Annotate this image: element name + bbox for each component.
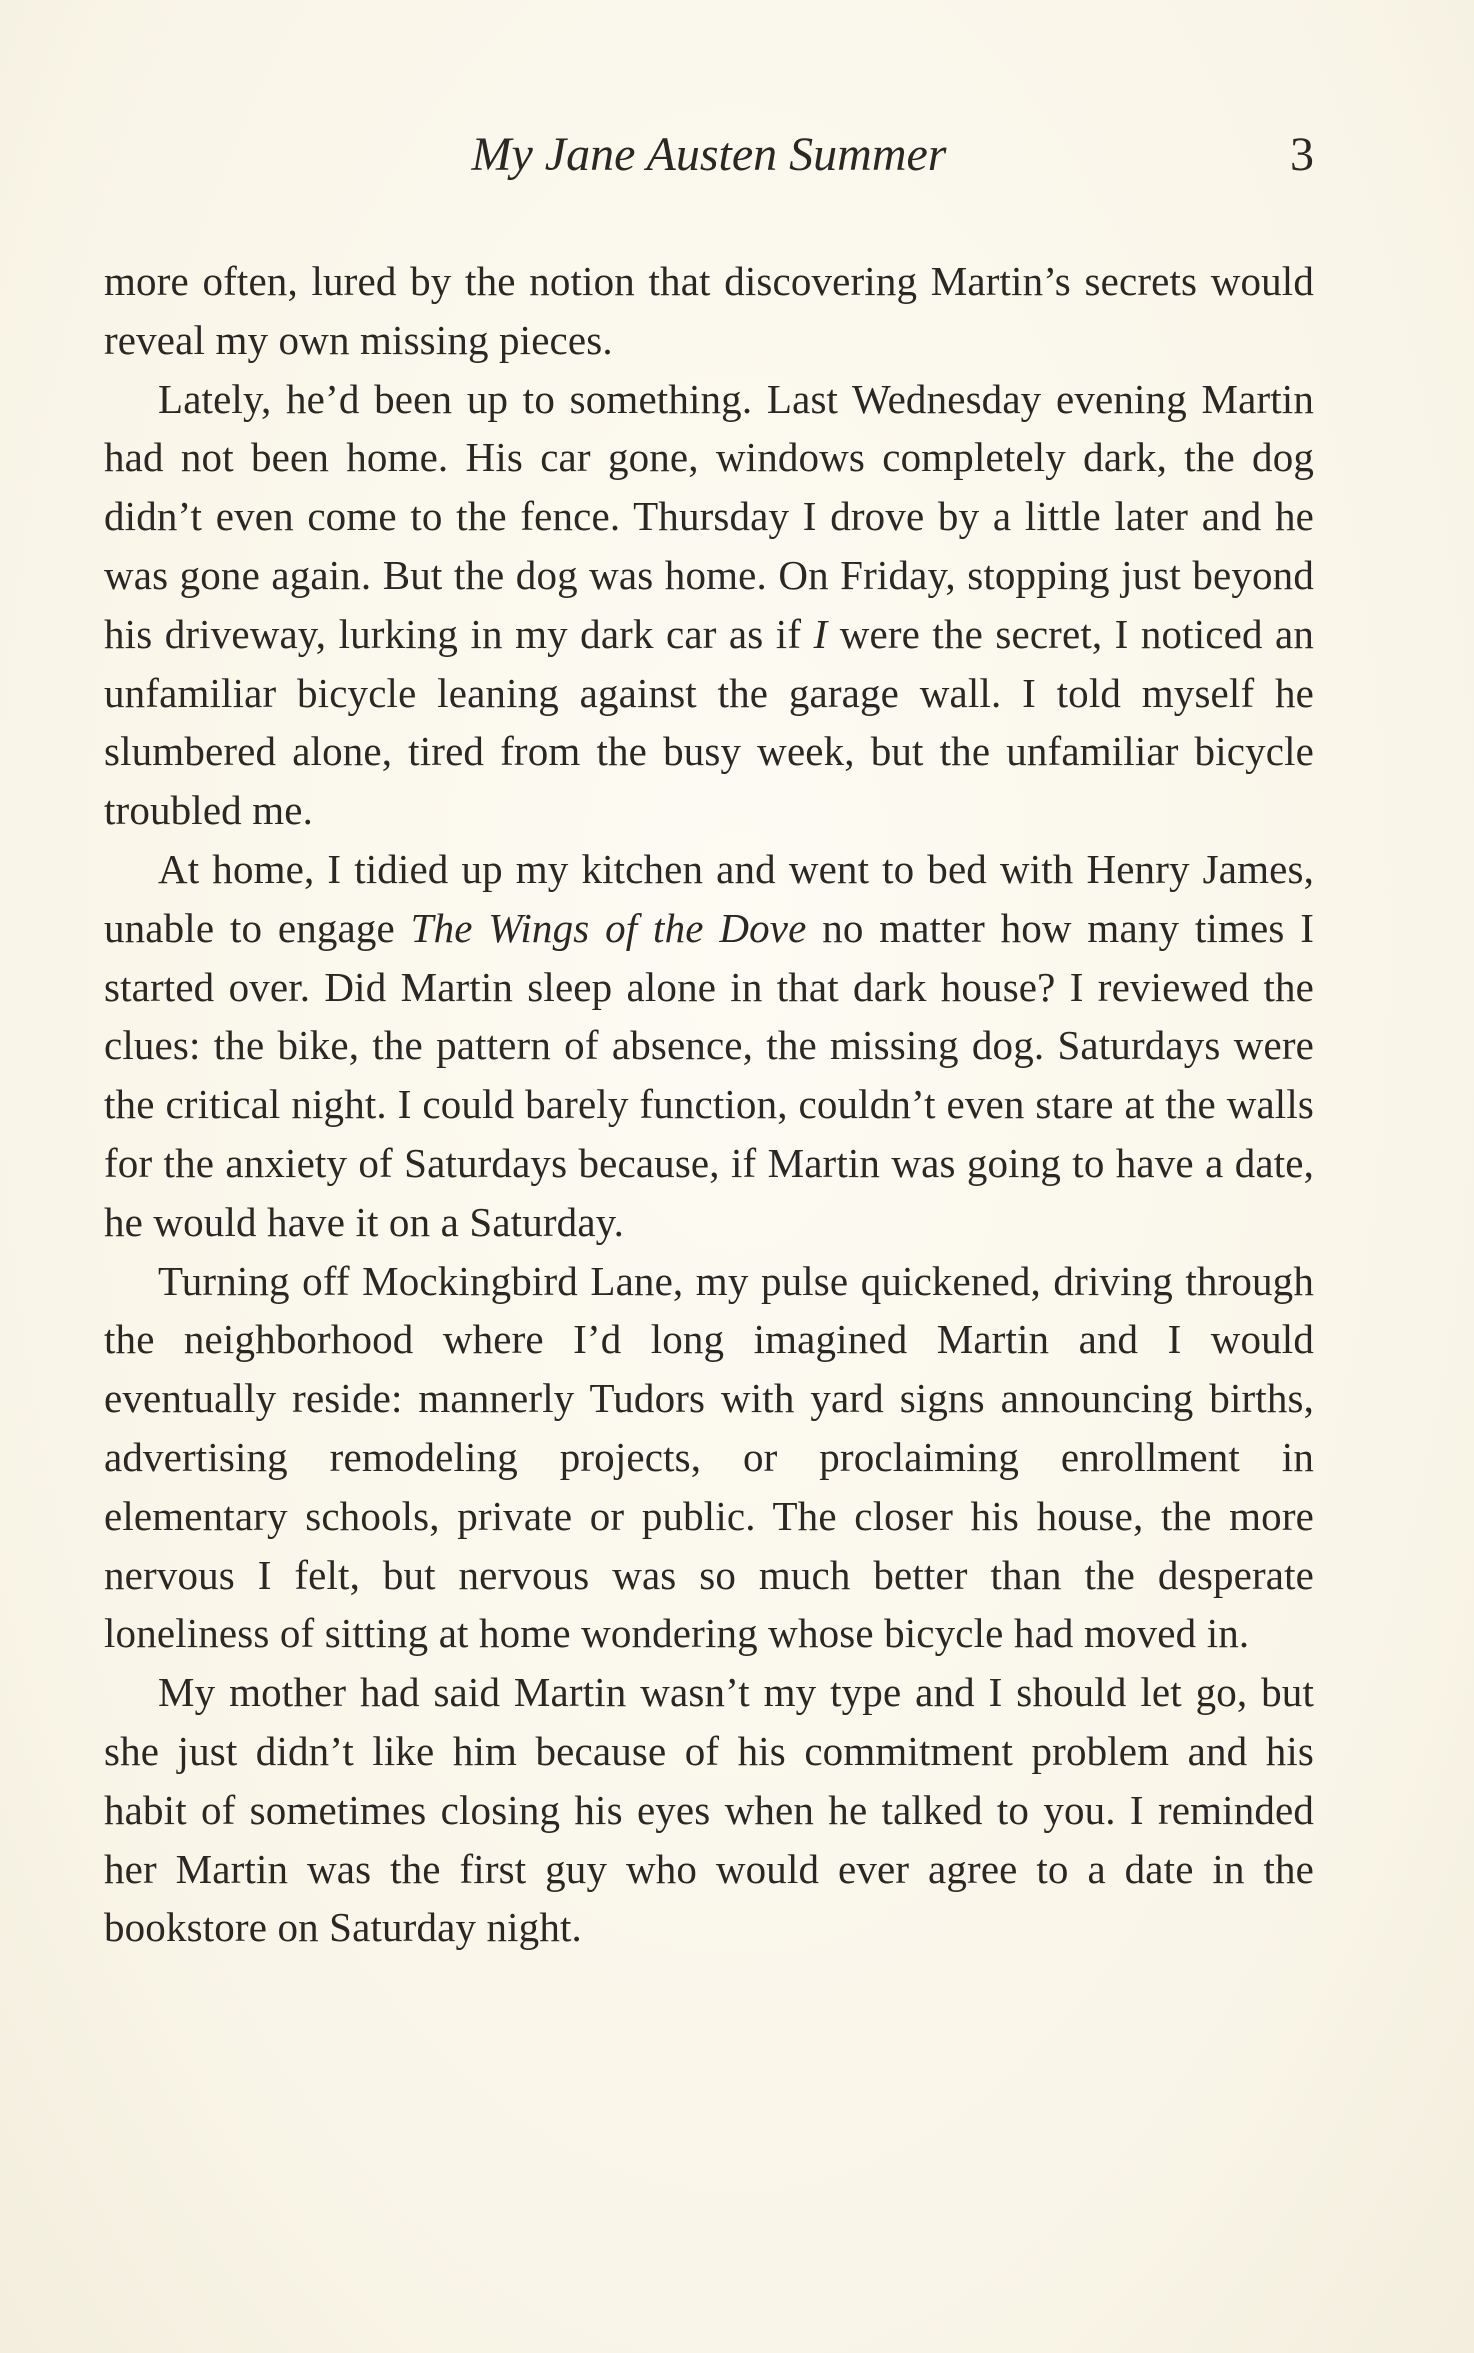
paragraph-2-italic-i: I bbox=[813, 610, 828, 657]
page-number: 3 bbox=[1290, 128, 1314, 181]
running-head bbox=[104, 122, 1314, 188]
paragraph-3-text-b: no matter how many times I started over. Did Martin sleep alone in that dark house? I reviewed the clues: the bike, the pattern of absence, the missing dog. Saturdays were the critical night. I could barely function, couldn’t even stare at the walls for the anxiety of Saturdays because, if Martin was going to have a date, he would have it on a Saturday. bbox=[104, 904, 1315, 1245]
paragraph-5 bbox=[104, 1663, 1314, 1957]
paragraph-4-text: Turning off Mockingbird Lane, my pulse quickened, driving through the neighborhood where I’d long imagined Martin and I would eventually reside: mannerly Tudors with yard signs announcing births, advertising remodeling projects, or proclaiming enrollment in elementary schools, private or public. The closer his house, the more nervous I felt, but nervous was so much better than the desperate loneliness of sitting at home wondering whose bicycle had moved in. bbox=[104, 1257, 1314, 1657]
paragraph-5-text: My mother had said Martin wasn’t my type and I should let go, but she just didn’t like him because of his commitment problem and his habit of sometimes closing his eyes when he talked to you. I reminded her Martin was the first guy who would ever agree to a date in the bookstore on Saturday night. bbox=[104, 1669, 1314, 1951]
body-text bbox=[104, 252, 1314, 1957]
paragraph-1-text: more often, lured by the notion that discovering Martin’s secrets would reveal my own missing pieces. bbox=[104, 258, 1314, 363]
book-title-wings-of-the-dove: The Wings of the Dove bbox=[410, 904, 807, 951]
running-title: My Jane Austen Summer bbox=[471, 128, 947, 181]
paragraph-2-text-b: were the secret, I noticed an unfamiliar bicycle leaning against the garage wall. I told myself he slumbered alone, tired from the busy week, but the unfamiliar bicycle troubled me. bbox=[104, 610, 1315, 834]
paragraph-2 bbox=[104, 370, 1314, 840]
paragraph-3 bbox=[104, 840, 1314, 1252]
paragraph-3-text-a: At home, I tidied up my kitchen and went to bed with Henry James, unable to engage bbox=[104, 845, 1314, 951]
paragraph-4 bbox=[104, 1252, 1314, 1664]
paragraph-1 bbox=[104, 252, 1314, 370]
paragraph-2-text-a: Lately, he’d been up to something. Last Wednesday evening Martin had not been home. His car gone, windows completely dark, the dog didn’t even come to the fence. Thursday I drove by a little later and he was gone again. But the dog was home. On Friday, stopping just beyond his driveway, lurking in my dark car as if bbox=[104, 375, 1314, 657]
